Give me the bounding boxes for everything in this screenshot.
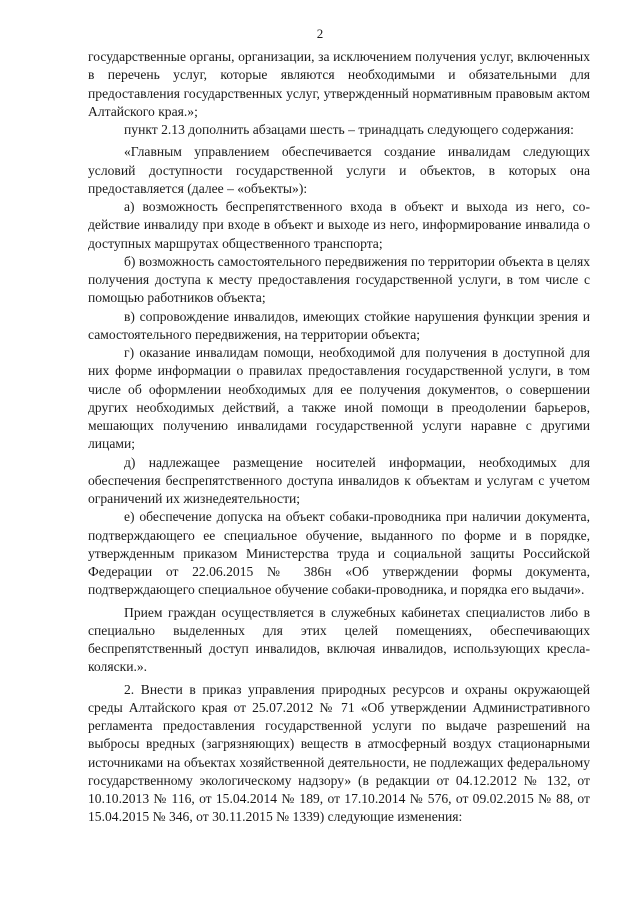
paragraph-continuation: государственные органы, организации, за исключением получения услуг, включенных в перечень услуг, которые являются необходимыми и обязательными для предоставления государственных услуг, утвержденный нормативным правовым актом Алтайского края.»; <box>88 49 590 119</box>
paragraph-accessibility-intro: «Главным управлением обеспечивается создание инвалидам следующих условий доступности государственной услуги и объектов, в которых она предоставляется (далее – «объекты»): <box>88 144 590 196</box>
paragraph-item-b: б) возможность самостоятельного передвижения по территории объекта в целях получения доступа к месту предоставления государственной услуги, в том числе с помощью работников объекта; <box>88 253 590 306</box>
paragraph-item-a: а) возможность беспрепятственного входа в объект и выхода из него, содействие инвалиду при входе в объект и выходе из него, информирование инвалида о доступных маршрутах общественного транспорта; <box>88 199 590 251</box>
paragraph-section-2: 2. Внести в приказ управления природных ресурсов и охраны окружающей среды Алтайского края от 25.07.2012 № 71 «Об утверждении Административного регламента предоставления государственной услуги по выдаче разрешений на выбросы вредных (загрязняющих) веществ в атмосферный воздух стационарными источниками на объектах хозяйственной деятельности, не подлежащих федеральному государственному экологическому надзору» (в редакции от 04.12.2012 № 132, от 10.10.2013 № 116, от 15.04.2014 № 189, от 17.10.2014 № 576, от 09.02.2015 № 88, от 15.04.2015 № 346, от 30.11.2015 № 1339) следующие изменения: <box>88 681 590 825</box>
paragraph-item-d: д) надлежащее размещение носителей информации, необходимых для обеспечения беспрепятственного доступа инвалидов к объектам и услугам с учетом ограничений их жизнедеятельности; <box>88 454 590 506</box>
paragraph-reception: Прием граждан осуществляется в служебных кабинетах специалистов либо в специально выделенных для этих целей помещениях, обеспечивающих беспрепятственный доступ инвалидов, включая инвалидов, использующих кресла-коляски.». <box>88 604 590 675</box>
paragraph-item-v: в) сопровождение инвалидов, имеющих стойкие нарушения функции зрения и самостоятельного передвижения, на территории объекта; <box>88 308 590 342</box>
page-number: 2 <box>316 26 324 41</box>
document-body <box>88 48 590 827</box>
paragraph-amend-2-13: пункт 2.13 дополнить абзацами шесть – тринадцать следующего содержания: <box>124 122 574 137</box>
paragraph-item-g: г) оказание инвалидам помощи, необходимой для получения в доступной для них форме информации о правилах предоставления государственной услуги, в том числе об оформлении необходимых для ее получения документов, о совершении других необходимых действий, а также иной помощи в преодолении барьеров, мешающих получению инвалидами государственной услуги наравне с другими лицами; <box>88 345 590 452</box>
paragraph-item-e: е) обеспечение допуска на объект собаки-проводника при наличии документа, подтверждающего ее специальное обучение, выданного по форме и в порядке, утвержденным приказом Министерства труда и социальной защиты Российской Федерации от 22.06.2015 № 386н «Об утверждении формы документа, подтверждающего специальное обучение собаки-проводника, и порядка его выдачи». <box>88 509 590 598</box>
